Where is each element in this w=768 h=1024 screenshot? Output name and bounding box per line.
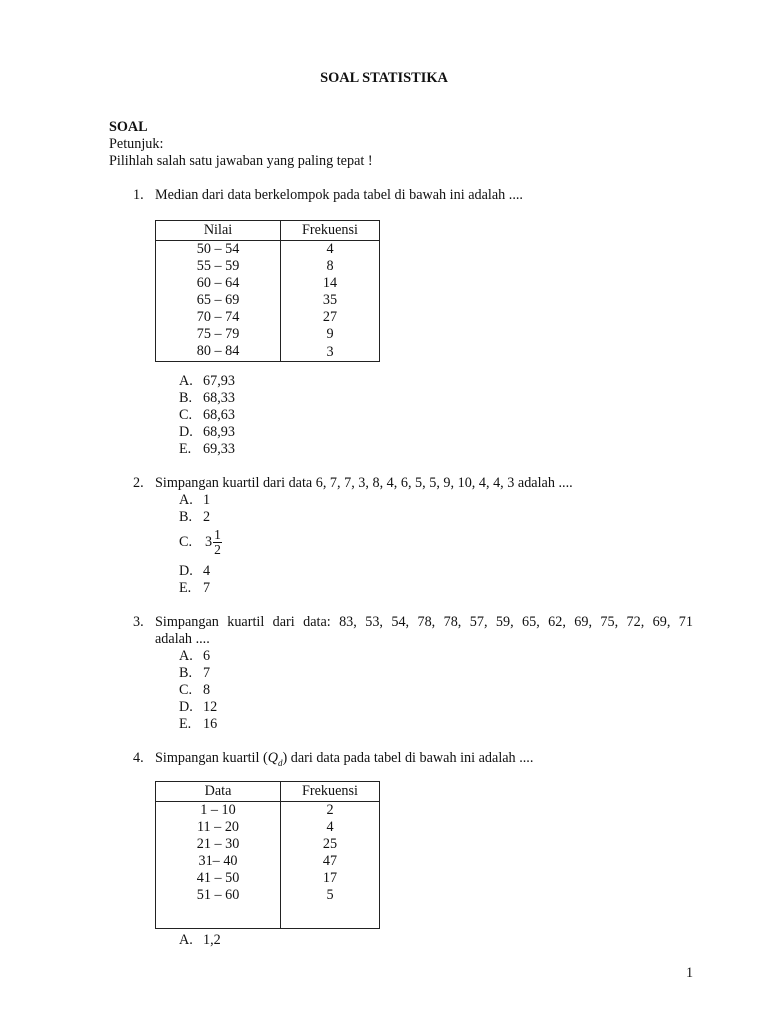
question-number: 1. [133, 187, 144, 203]
page-number: 1 [686, 965, 694, 981]
table-row [156, 309, 380, 326]
table-cell: 27 [322, 309, 338, 325]
table-cell: 4 [326, 819, 334, 835]
table-header: Frekuensi [281, 782, 380, 802]
document-title: SOAL STATISTIKA [320, 70, 448, 86]
question-text: Median dari data berkelompok pada tabel di bawah ini adalah .... [155, 187, 523, 203]
table-cell: 51 – 60 [156, 887, 281, 904]
frequency-table-1 [155, 220, 380, 362]
option-d: D. 12 [179, 699, 218, 715]
table-cell: 2 [326, 802, 334, 818]
question-number: 2. [133, 475, 144, 491]
section-heading: SOAL [109, 119, 148, 135]
table-cell: 80 – 84 [156, 343, 281, 362]
table-cell: 25 [322, 836, 338, 852]
table-header: Nilai [156, 221, 281, 241]
table-row [156, 258, 380, 275]
table-cell: 35 [322, 292, 338, 308]
table-cell: 75 – 79 [156, 326, 281, 343]
table-cell: 5 [326, 887, 334, 903]
question-text: Simpangan kuartil dari data 6, 7, 7, 3, 8, 4, 6, 5, 5, 9, 10, 4, 4, 3 adalah .... [155, 475, 573, 491]
option-e: E. 7 [179, 580, 211, 596]
table-cell: 50 – 54 [156, 241, 281, 259]
option-e: E. 16 [179, 716, 218, 732]
table-header: Frekuensi [281, 221, 380, 241]
table-cell: 47 [322, 853, 338, 869]
option-c: C. 3 $\frac{1}{2}$ [179, 527, 221, 558]
table-row [156, 292, 380, 309]
instruction-text: Pilihlah salah satu jawaban yang paling tepat ! [109, 153, 373, 169]
instruction-label: Petunjuk: [109, 136, 164, 152]
table-cell: 4 [326, 241, 334, 257]
table-cell: 55 – 59 [156, 258, 281, 275]
table-row [156, 326, 380, 343]
question-number: 4. [133, 750, 144, 766]
option-c: C. 8 [179, 682, 211, 698]
table-cell: 8 [326, 258, 334, 274]
table-cell: 31– 40 [156, 853, 281, 870]
option-d: D. 68,93 [179, 424, 235, 440]
table-cell: 65 – 69 [156, 292, 281, 309]
table-cell: 3 [326, 343, 334, 360]
table-cell: 60 – 64 [156, 275, 281, 292]
table-cell: 1 – 10 [156, 802, 281, 820]
option-a: A. 67,93 [179, 373, 235, 389]
table-row [156, 275, 380, 292]
question-text: Simpangan kuartil $(Q_d)$ dari data pada tabel di bawah ini adalah .... [155, 750, 534, 768]
table-cell: 9 [326, 326, 334, 342]
table-cell: 17 [322, 870, 338, 886]
option-a: A. 1,2 [179, 932, 221, 948]
table-cell: 11 – 20 [156, 819, 281, 836]
table-row [156, 802, 380, 820]
option-a: A. 1 [179, 492, 211, 508]
table-header: Data [156, 782, 281, 802]
option-e: E. 69,33 [179, 441, 235, 457]
table-cell: 21 – 30 [156, 836, 281, 853]
table-row [156, 887, 380, 904]
table-row-empty [156, 904, 380, 929]
table-row [156, 836, 380, 853]
question-number: 3. [133, 614, 144, 630]
table-row [156, 870, 380, 887]
option-b: B. 7 [179, 665, 211, 681]
table-cell: 41 – 50 [156, 870, 281, 887]
question-text-line1: Simpangan kuartil dari data: 83, 53, 54, 78, 78, 57, 59, 65, 62, 69, 75, 72, 69, 71 [155, 614, 693, 630]
option-d: D. 4 [179, 563, 211, 579]
option-b: B. 68,33 [179, 390, 235, 406]
table-row [156, 853, 380, 870]
table-row [156, 819, 380, 836]
table-cell: 14 [322, 275, 338, 291]
table-cell: 70 – 74 [156, 309, 281, 326]
option-a: A. 6 [179, 648, 211, 664]
table-row [156, 241, 380, 259]
option-b: B. 2 [179, 509, 211, 525]
question-text-line2: adalah .... [155, 631, 210, 647]
table-row [156, 343, 380, 362]
option-c: C. 68,63 [179, 407, 235, 423]
fraction: $\frac{1}{2}$ [214, 527, 221, 558]
frequency-table-4 [155, 781, 380, 929]
